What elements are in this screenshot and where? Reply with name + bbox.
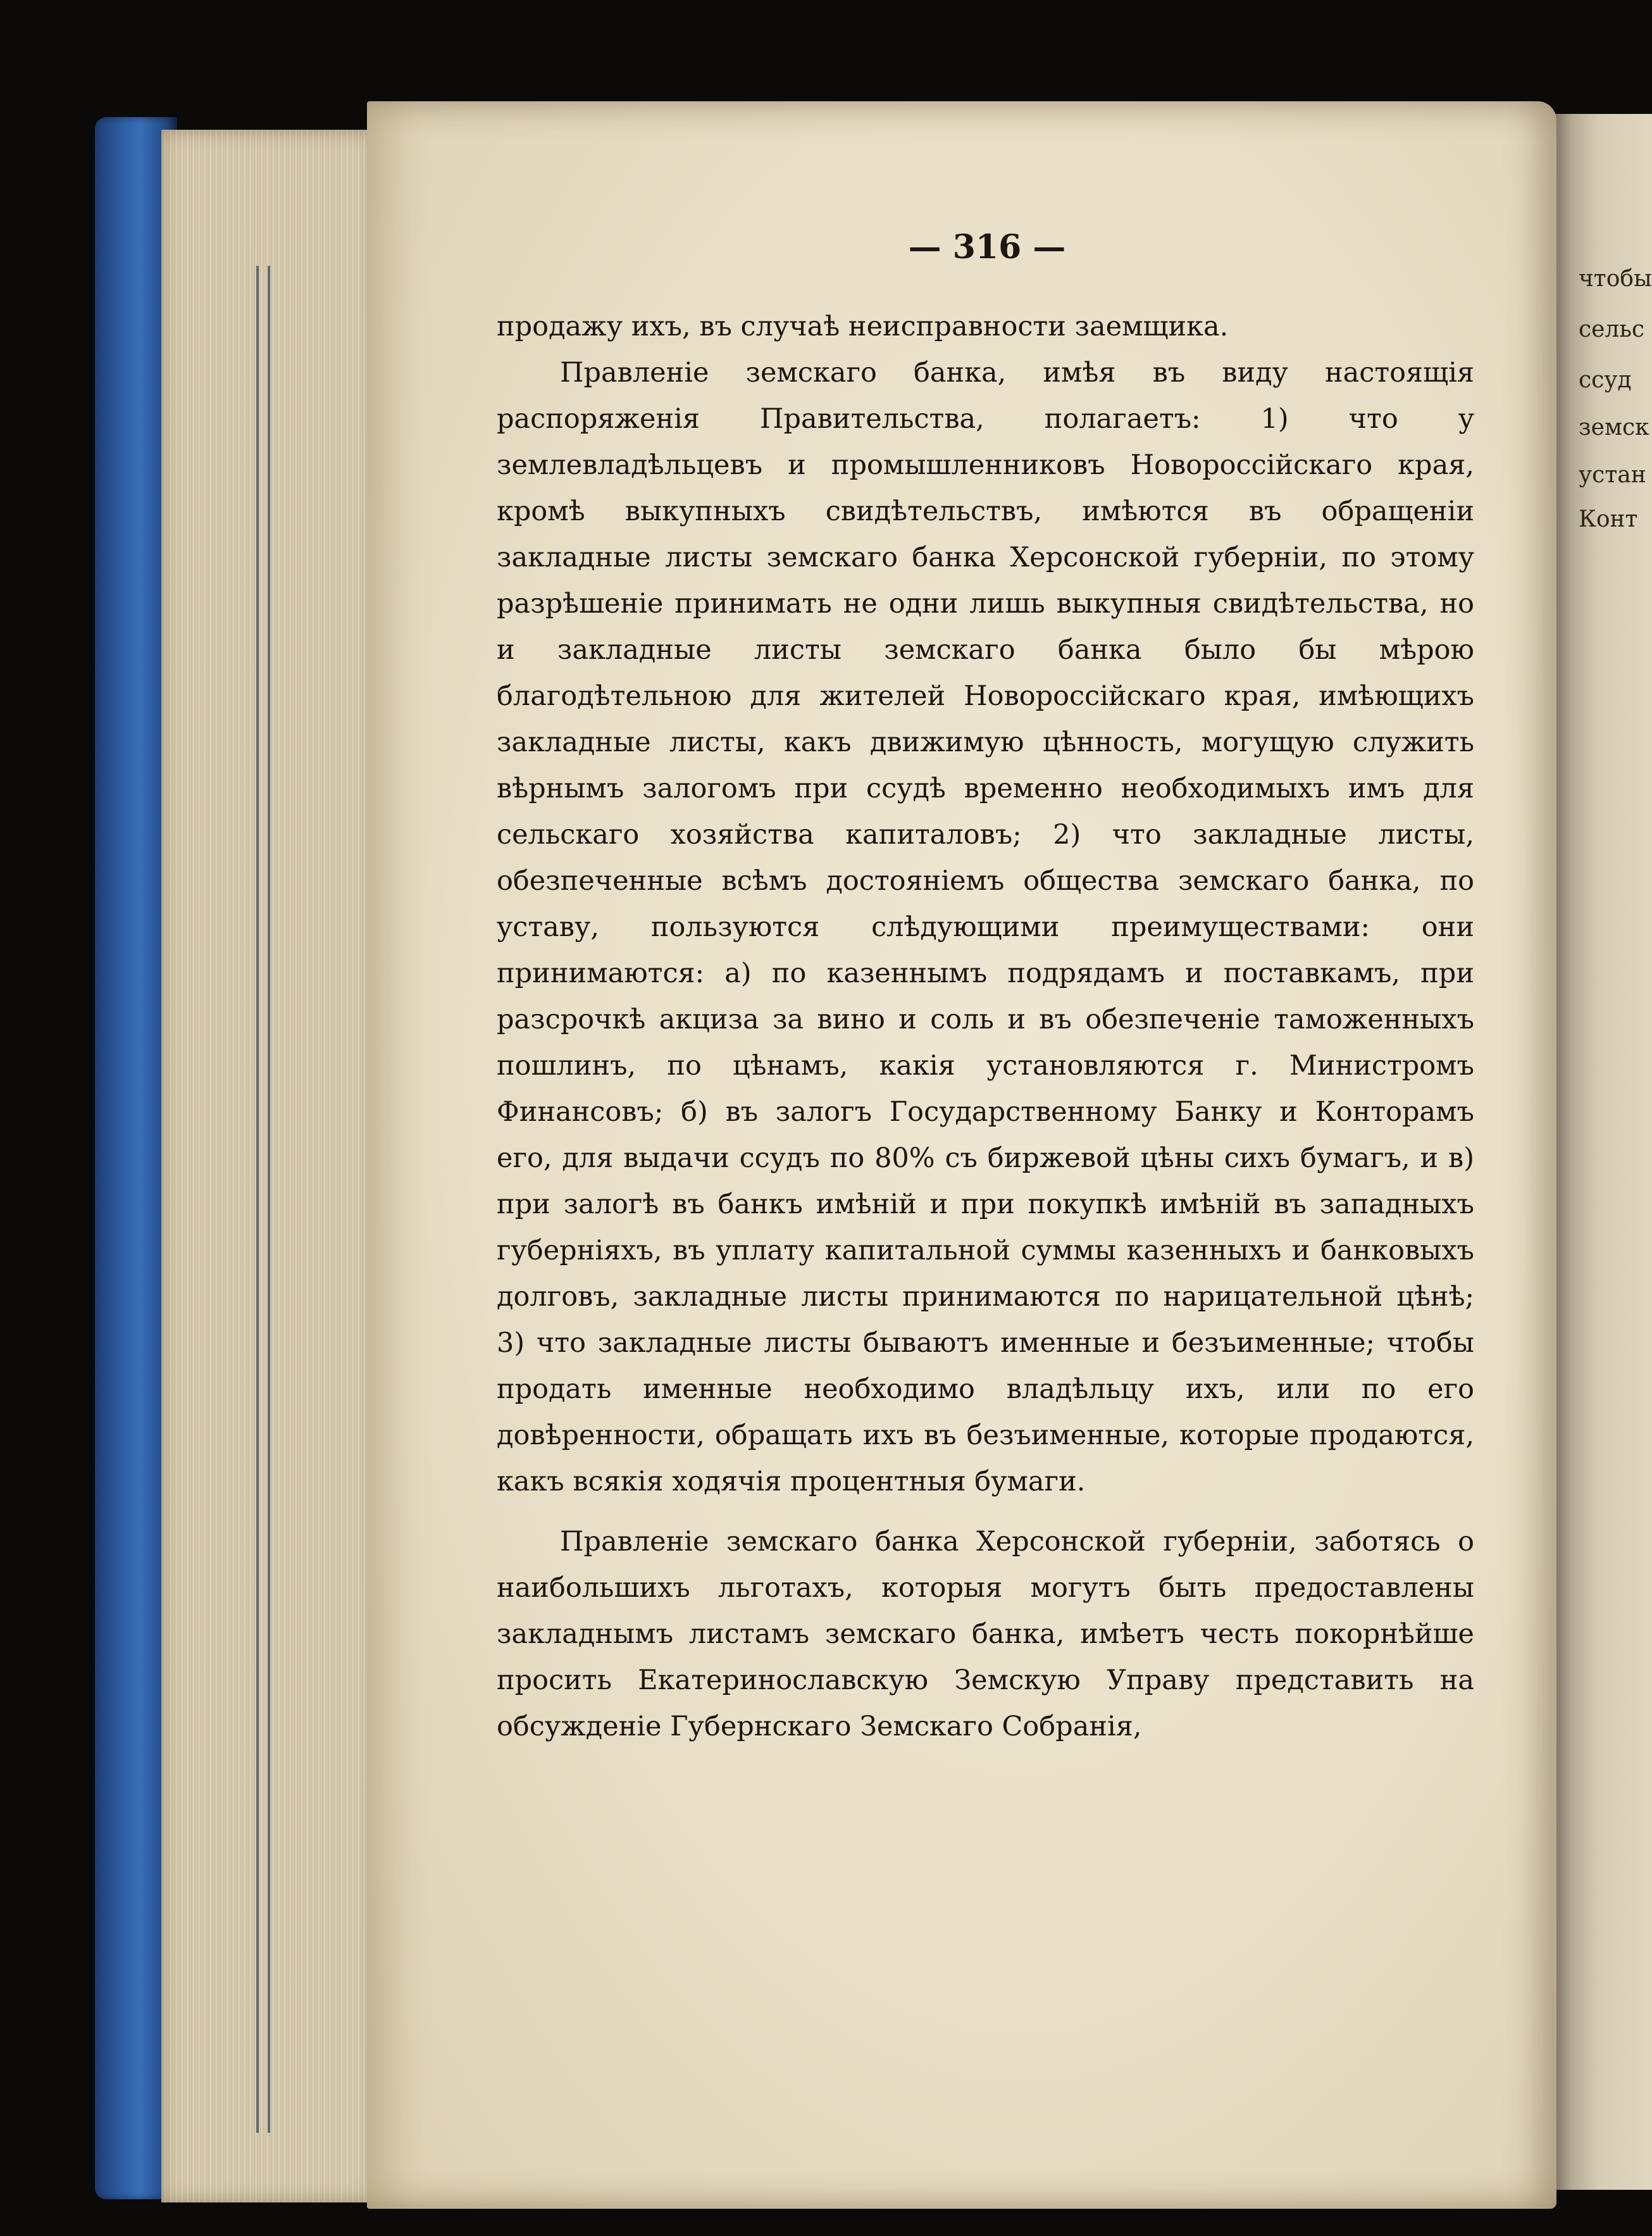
paragraph: Правленіе земскаго банка Херсонской губерніи, заботясь о наибольшихъ льготахъ, которыя могутъ быть предоставлены закладнымъ листамъ земскаго банка, имѣетъ честь покорнѣйше просить Екатеринославскую Земскую Управу представить на обсужденіе Губернскаго Земскаго Собранія, [497, 1526, 1474, 1742]
next-page-line: сельс [1579, 316, 1645, 342]
next-page-line: ссуд [1579, 367, 1632, 393]
page-text [497, 304, 1474, 1750]
page-number: — 316 — [908, 228, 1066, 266]
next-page-line: устан [1579, 462, 1646, 488]
edge-line [268, 266, 270, 2133]
book-page [367, 101, 1556, 2209]
next-page-line: чтобы [1579, 266, 1652, 292]
edge-line [256, 266, 259, 2133]
next-page-line: Конт [1579, 506, 1638, 532]
paragraph: Правленіе земскаго банка, имѣя въ виду настоящія распоряженія Правительства, полагаетъ: 1) что у землевладѣльцевъ и промышленниковъ Новороссійскаго края, кромѣ выкупныхъ свидѣтельствъ, имѣются въ обращеніи закладные листы земскаго банка Херсонской губерніи, по этому разрѣшеніе принимать не одни лишь выкупныя свидѣтельства, но и закладные листы земскаго банка было бы мѣрою благодѣтельною для жителей Новороссійскаго края, имѣющихъ закладные листы, какъ движимую цѣнность, могущую служить вѣрнымъ залогомъ при ссудѣ временно необходимыхъ имъ для сельскаго хозяйства капиталовъ; 2) что закладные листы, обезпеченные всѣмъ достояніемъ общества земскаго банка, по уставу, пользуются слѣдующими преимуществами: они принимаются: а) по казеннымъ подрядамъ и поставкамъ, при разсрочкѣ акциза за вино и соль и въ обезпеченіе таможенныхъ пошлинъ, по цѣнамъ, какія установляются г. Министромъ Финансовъ; б) въ залогъ Государственному Банку и Конторамъ его, для выдачи ссудъ по 80% съ биржевой цѣны сихъ бумагъ, и в) при залогѣ въ банкъ имѣній и при покупкѣ имѣній въ западныхъ губерніяхъ, въ уплату капитальной суммы казенныхъ и банковыхъ долговъ, закладные листы принимаются по нарицательной цѣнѣ; 3) что закладные листы бываютъ именные и безъименные; чтобы продать именные необходимо владѣльцу ихъ, или по его довѣренности, обращать ихъ въ безъименные, которые продаются, какъ всякія ходячія процентныя бумаги. [497, 357, 1474, 1497]
next-page-line: земск [1579, 415, 1649, 440]
paragraph: продажу ихъ, въ случаѣ неисправности заемщика. [497, 311, 1229, 342]
